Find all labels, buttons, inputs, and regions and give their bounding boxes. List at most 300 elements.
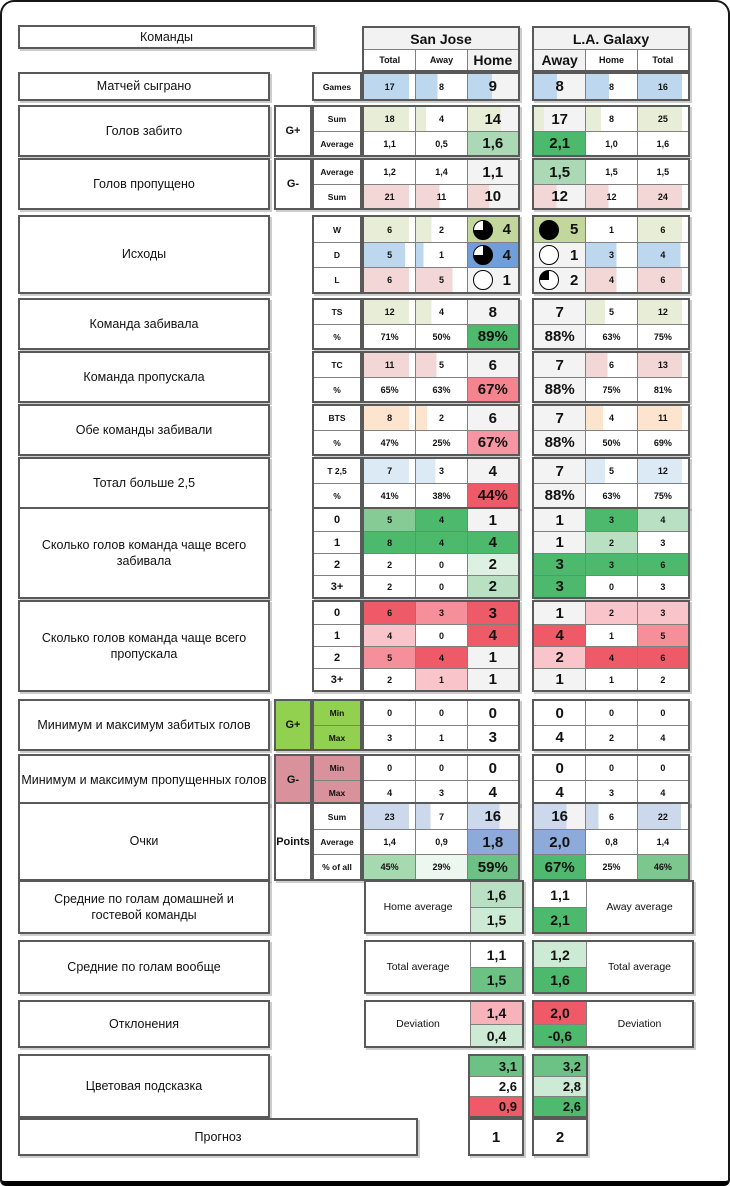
stat-cell[interactable]: 22 — [637, 804, 688, 829]
forecast-value-sj[interactable]: 1 — [468, 1118, 524, 1156]
stat-cell[interactable]: 63% — [585, 324, 636, 348]
stat-cell[interactable]: 16 — [467, 804, 518, 829]
stat-cell[interactable]: 8 — [585, 107, 636, 131]
stat-cell[interactable]: 81% — [637, 377, 688, 401]
stat-cell[interactable]: 45% — [364, 854, 415, 879]
pie-icon-75-percent — [473, 245, 493, 265]
team-table-sj-scored-count — [362, 507, 520, 599]
stat-cell[interactable]: 2 — [467, 575, 518, 597]
stat-cell[interactable]: 44% — [467, 483, 518, 507]
stat-cell[interactable]: 14 — [467, 107, 518, 131]
stat-cell[interactable]: 71% — [364, 324, 415, 348]
stat-cell[interactable]: 6 — [467, 353, 518, 377]
forecast-label: Прогноз — [18, 1118, 418, 1156]
row-key-% of all: % of all — [314, 854, 360, 879]
stat-cell[interactable]: 0,9 — [470, 1096, 522, 1116]
stat-cell[interactable]: 2 — [585, 725, 636, 749]
stat-cell[interactable]: -0,6 — [534, 1024, 586, 1046]
section-label-minmax-against: Минимум и максимум пропущенных голов — [18, 754, 270, 806]
stat-cell[interactable]: 0 — [415, 756, 466, 780]
stat-cell[interactable]: 1,1 — [364, 131, 415, 155]
stat-cell[interactable]: 0 — [415, 553, 466, 575]
stat-cell[interactable]: 88% — [534, 483, 585, 507]
stat-cell[interactable] — [534, 267, 585, 292]
stat-cell[interactable]: 3 — [467, 602, 518, 624]
stat-cell[interactable]: 88% — [534, 324, 585, 348]
stat-cell[interactable]: 25% — [415, 430, 466, 454]
stat-cell[interactable]: 1,6 — [534, 967, 586, 992]
stat-cell[interactable]: 4 — [637, 509, 688, 531]
summary-box-sj-total-avg — [364, 940, 524, 994]
stat-cell[interactable] — [467, 242, 518, 267]
summary-box-sj-home-away-avg — [364, 880, 524, 934]
stat-cell[interactable]: 1 — [415, 668, 466, 690]
stat-cell[interactable]: 1,5 — [534, 160, 585, 184]
stat-cell[interactable]: 59% — [467, 854, 518, 879]
stat-cell[interactable]: 11 — [364, 353, 415, 377]
team-table-la-conceded-count — [532, 600, 690, 692]
stat-value: 1 — [569, 246, 579, 264]
row-keys-conceded-count — [312, 600, 362, 692]
team-table-la-scored-count — [532, 507, 690, 599]
row-keys-scored-count — [312, 507, 362, 599]
stat-cell[interactable]: 4 — [585, 406, 636, 430]
group-key-goals-against: G- — [274, 158, 312, 210]
stat-cell[interactable]: 5 — [585, 459, 636, 483]
stat-cell[interactable]: 6 — [467, 406, 518, 430]
stat-cell[interactable]: 1 — [534, 668, 585, 690]
stat-cell[interactable]: 12 — [364, 300, 415, 324]
team-table-la-both-scored — [532, 404, 690, 456]
stat-cell[interactable]: 0 — [534, 701, 585, 725]
group-key-goals-for: G+ — [274, 105, 312, 157]
section-label-goals-for: Голов забито — [18, 105, 270, 157]
stat-cell[interactable]: 6 — [637, 267, 688, 292]
stat-cell[interactable]: 88% — [534, 430, 585, 454]
team-header-san-jose — [362, 26, 520, 72]
stat-cell[interactable]: 25 — [637, 107, 688, 131]
stat-cell[interactable]: 3 — [467, 725, 518, 749]
stat-cell[interactable]: 16 — [637, 74, 688, 99]
stat-cell[interactable]: 2,0 — [534, 1002, 586, 1024]
stat-cell[interactable]: 0 — [364, 756, 415, 780]
stat-cell[interactable]: 4 — [585, 267, 636, 292]
stat-cell[interactable]: 38% — [415, 483, 466, 507]
team-table-sj-conceded-count — [362, 600, 520, 692]
stat-cell[interactable]: 3 — [637, 602, 688, 624]
stat-cell[interactable]: 1 — [534, 602, 585, 624]
stat-cell[interactable]: 1,6 — [471, 882, 522, 907]
stat-cell[interactable]: 12 — [637, 459, 688, 483]
stat-cell[interactable]: 4 — [637, 725, 688, 749]
stat-cell[interactable]: 21 — [364, 184, 415, 208]
stat-cell[interactable]: 4 — [415, 509, 466, 531]
stat-cell[interactable]: 6 — [637, 646, 688, 668]
row-keys-over25 — [312, 457, 362, 509]
section-label-conceded-count: Сколько голов команда чаще всего пропускала — [18, 600, 270, 692]
stat-value: 4 — [502, 221, 511, 238]
stat-cell[interactable]: 4 — [467, 624, 518, 646]
team-table-la-over25 — [532, 457, 690, 509]
section-label-team-scored: Команда забивала — [18, 298, 270, 350]
summary-box-la-total-avg — [532, 940, 694, 994]
stat-cell[interactable]: 13 — [637, 353, 688, 377]
stat-cell[interactable]: 0 — [585, 701, 636, 725]
stat-cell[interactable]: 2,0 — [534, 829, 585, 854]
section-label-color-hint: Цветовая подсказка — [18, 1054, 270, 1118]
stat-cell[interactable]: 0 — [637, 756, 688, 780]
stat-cell[interactable]: 3 — [585, 780, 636, 804]
stat-value: 4 — [502, 246, 511, 264]
stat-cell[interactable]: 75% — [637, 483, 688, 507]
stat-cell[interactable]: 6 — [364, 602, 415, 624]
stat-cell[interactable]: 0 — [364, 701, 415, 725]
row-key-T 2,5: T 2,5 — [327, 466, 347, 476]
stat-cell[interactable]: 1 — [415, 242, 466, 267]
stat-cell[interactable]: 5 — [637, 624, 688, 646]
col-label-away: Away — [534, 50, 585, 70]
section-label-goals-against: Голов пропущено — [18, 158, 270, 210]
stat-cell[interactable]: 7 — [364, 459, 415, 483]
stat-cell[interactable]: 4 — [415, 646, 466, 668]
row-key-Max: Max — [314, 780, 360, 804]
row-key-Average: Average — [320, 167, 354, 177]
section-label-minmax-for: Минимум и максимум забитых голов — [18, 699, 270, 751]
row-key-Average: Average — [314, 829, 360, 854]
stat-cell[interactable]: 75% — [637, 324, 688, 348]
stat-value: 2 — [569, 271, 579, 289]
stat-cell[interactable]: 1,1 — [486, 946, 507, 963]
stat-cell[interactable]: 4 — [415, 531, 466, 553]
stat-cell[interactable]: 0,5 — [415, 131, 466, 155]
stat-cell[interactable]: 8 — [467, 300, 518, 324]
stat-cell[interactable]: 3 — [585, 509, 636, 531]
stat-cell[interactable]: 6 — [637, 553, 688, 575]
stat-cell[interactable]: 3 — [415, 602, 466, 624]
stat-cell[interactable]: 0 — [467, 701, 518, 725]
stat-cell[interactable]: 6 — [364, 267, 415, 292]
stat-cell[interactable]: 0,8 — [585, 829, 636, 854]
stat-cell[interactable]: 1,4 — [637, 829, 688, 854]
row-keys-both-scored — [312, 404, 362, 456]
team-table-la-minmax-for — [532, 699, 690, 751]
stat-cell[interactable]: 2 — [585, 602, 636, 624]
team-table-sj-games — [362, 72, 520, 101]
stat-cell[interactable]: 8 — [364, 406, 415, 430]
stat-cell[interactable]: 5 — [364, 646, 415, 668]
stat-cell[interactable]: 50% — [585, 430, 636, 454]
row-key-Sum: Sum — [314, 184, 360, 208]
row-keys-goals-against — [312, 158, 362, 210]
stat-cell[interactable]: 4 — [415, 300, 466, 324]
stat-cell[interactable]: 1,2 — [534, 942, 586, 967]
stat-cell[interactable]: 0 — [585, 575, 636, 597]
stat-cell[interactable]: 2,6 — [470, 1076, 522, 1096]
stat-cell[interactable]: 3 — [585, 553, 636, 575]
stat-cell[interactable]: 4 — [364, 624, 415, 646]
stat-cell[interactable]: 2 — [415, 406, 466, 430]
stat-cell[interactable]: 29% — [415, 854, 466, 879]
row-key-0: 0 — [333, 607, 341, 619]
section-label-home-away-avg: Средние по голам домашней и гостевой команды — [18, 880, 270, 934]
stat-cell[interactable]: 1,1 — [467, 160, 518, 184]
stat-value: 1 — [502, 271, 511, 289]
stat-cell[interactable]: 1,8 — [467, 829, 518, 854]
stat-cell[interactable]: 1 — [467, 668, 518, 690]
stat-cell[interactable]: 63% — [585, 483, 636, 507]
stat-cell[interactable]: 24 — [637, 184, 688, 208]
stat-cell[interactable]: 25% — [585, 854, 636, 879]
stat-cell[interactable]: 3 — [534, 575, 585, 597]
group-key-minmax-against: G- — [274, 754, 312, 806]
row-key-Average: Average — [314, 131, 360, 155]
stat-cell[interactable]: 1,5 — [471, 967, 522, 992]
stat-cell[interactable]: 4 — [467, 531, 518, 553]
stat-cell[interactable]: 46% — [637, 854, 688, 879]
stat-cell[interactable]: 1,6 — [467, 131, 518, 155]
stat-cell[interactable]: 4 — [364, 780, 415, 804]
row-key-L: L — [314, 267, 360, 292]
stat-cell[interactable]: 1,5 — [585, 160, 636, 184]
team-header-la-galaxy — [532, 26, 690, 72]
stat-cell[interactable]: 1 — [534, 509, 585, 531]
stat-cell[interactable]: 3 — [637, 531, 688, 553]
stat-cell[interactable]: 4 — [637, 242, 688, 267]
row-key-2: 2 — [314, 553, 360, 575]
summary-box-sj-deviation — [364, 1000, 524, 1048]
stat-cell[interactable]: 3,2 — [534, 1056, 586, 1076]
stat-cell[interactable]: 3 — [637, 575, 688, 597]
stat-cell[interactable]: 67% — [467, 377, 518, 401]
stat-cell[interactable]: 1,0 — [585, 131, 636, 155]
forecast-value-la[interactable]: 2 — [532, 1118, 588, 1156]
row-key-W: W — [332, 224, 342, 235]
venue-columns-la-galaxy — [534, 50, 688, 70]
summary-box-la-home-away-avg — [532, 880, 694, 934]
stat-cell[interactable]: 16 — [534, 804, 585, 829]
stat-cell[interactable]: 3 — [364, 725, 415, 749]
stat-cell[interactable]: 17 — [364, 74, 415, 99]
stat-cell[interactable]: 4 — [467, 459, 518, 483]
stat-cell[interactable] — [467, 217, 518, 242]
summary-label-right: Deviation — [586, 1002, 692, 1046]
stat-cell[interactable]: 1,4 — [364, 829, 415, 854]
stat-cell[interactable]: 0 — [415, 701, 466, 725]
stat-cell[interactable]: 2 — [415, 217, 466, 242]
stat-cell[interactable]: 3,1 — [470, 1056, 522, 1076]
stat-cell[interactable]: 0 — [415, 575, 466, 597]
stat-cell[interactable]: 8 — [585, 74, 636, 99]
stat-cell[interactable]: 5 — [585, 300, 636, 324]
stat-cell[interactable]: 1,5 — [637, 160, 688, 184]
stat-cell[interactable]: 10 — [467, 184, 518, 208]
stat-cell[interactable]: 67% — [534, 854, 585, 879]
stat-cell[interactable]: 1 — [585, 217, 636, 242]
stat-cell[interactable]: 2,8 — [534, 1076, 586, 1096]
stat-cell[interactable]: 4 — [534, 624, 585, 646]
stat-cell[interactable]: 0,9 — [415, 829, 466, 854]
stat-cell[interactable]: 41% — [364, 483, 415, 507]
team-table-sj-goals-against — [362, 158, 520, 210]
stat-cell[interactable]: 1 — [415, 725, 466, 749]
team-name-la-galaxy: L.A. Galaxy — [534, 28, 688, 50]
stat-cell[interactable]: 11 — [637, 406, 688, 430]
stat-cell[interactable]: 4 — [467, 780, 518, 804]
stat-cell[interactable] — [534, 242, 585, 267]
stat-cell[interactable]: 8 — [534, 74, 585, 99]
row-key-D: D — [314, 242, 360, 267]
col-label-total: Total — [364, 50, 415, 70]
team-table-sj-goals-for — [362, 105, 520, 157]
pie-icon-25-percent — [539, 270, 559, 290]
row-key-%: % — [314, 430, 360, 454]
section-label-points: Очки — [18, 802, 270, 881]
stat-cell[interactable]: 1,5 — [471, 907, 522, 932]
summary-values-sj — [470, 1002, 522, 1046]
stat-cell[interactable]: 0 — [637, 701, 688, 725]
stat-cell[interactable]: 9 — [467, 74, 518, 99]
stat-cell[interactable]: 18 — [364, 107, 415, 131]
stat-cell[interactable]: 65% — [364, 377, 415, 401]
stat-cell[interactable]: 0 — [415, 624, 466, 646]
stat-cell[interactable]: 2 — [467, 553, 518, 575]
row-key-TS: TS — [331, 307, 343, 317]
summary-label-right: Away average — [586, 882, 692, 932]
stat-cell[interactable]: 7 — [534, 300, 585, 324]
stat-cell[interactable]: 3 — [415, 459, 466, 483]
stat-cell[interactable]: 1 — [585, 668, 636, 690]
row-key-3+: 3+ — [314, 575, 360, 597]
stat-value: 5 — [569, 221, 579, 238]
stat-cell[interactable]: 4 — [415, 107, 466, 131]
section-label-games: Матчей сыграно — [18, 72, 270, 101]
stat-cell[interactable] — [534, 217, 585, 242]
stat-cell[interactable]: 1,4 — [415, 160, 466, 184]
stat-cell[interactable]: 23 — [364, 804, 415, 829]
stat-cell[interactable]: 2 — [364, 553, 415, 575]
stat-cell[interactable]: 0 — [585, 756, 636, 780]
stat-cell[interactable]: 6 — [637, 217, 688, 242]
team-table-la-minmax-against — [532, 754, 690, 806]
stat-cell[interactable] — [467, 267, 518, 292]
stat-cell[interactable]: 89% — [467, 324, 518, 348]
summary-label-right: Total average — [586, 942, 692, 992]
stat-cell[interactable]: 0,4 — [471, 1024, 522, 1046]
stat-cell[interactable]: 47% — [364, 430, 415, 454]
row-key-2: 2 — [314, 646, 360, 668]
stat-cell[interactable]: 50% — [415, 324, 466, 348]
section-label-both-scored: Обе команды забивали — [18, 404, 270, 456]
stat-cell[interactable]: 2,1 — [534, 131, 585, 155]
stat-cell[interactable]: 5 — [415, 267, 466, 292]
row-keys-minmax-for — [312, 699, 362, 751]
stat-cell[interactable]: 6 — [585, 353, 636, 377]
stat-cell[interactable]: 1,4 — [471, 1002, 522, 1024]
pie-icon-0-percent — [539, 245, 559, 265]
row-key-1: 1 — [314, 624, 360, 646]
stat-cell[interactable]: 1 — [534, 531, 585, 553]
stat-cell[interactable]: 2 — [364, 668, 415, 690]
row-keys-points — [312, 802, 362, 881]
stat-cell[interactable]: 7 — [534, 353, 585, 377]
summary-label-left: Total average — [386, 961, 450, 973]
stat-cell[interactable]: 7 — [534, 406, 585, 430]
stat-cell[interactable]: 4 — [534, 725, 585, 749]
row-keys-team-conceded — [312, 351, 362, 403]
row-key-Min: Min — [314, 756, 360, 780]
stat-cell[interactable]: 1,6 — [637, 131, 688, 155]
row-keys-outcomes — [312, 215, 362, 294]
stat-cell[interactable]: 0 — [534, 756, 585, 780]
summary-box-la-deviation — [532, 1000, 694, 1048]
stat-cell[interactable]: 8 — [364, 531, 415, 553]
team-table-la-goals-for — [532, 105, 690, 157]
section-label-scored-count: Сколько голов команда чаще всего забивала — [18, 507, 270, 599]
stat-cell[interactable]: 2,1 — [534, 907, 586, 932]
stat-cell[interactable]: 5 — [364, 242, 415, 267]
stat-cell[interactable]: 1 — [467, 646, 518, 668]
stat-cell[interactable]: 12 — [534, 184, 585, 208]
stat-cell[interactable]: 3 — [534, 553, 585, 575]
stat-cell[interactable]: 7 — [534, 459, 585, 483]
summary-values-sj — [470, 942, 522, 992]
row-key-Min: Min — [314, 701, 360, 725]
stat-cell[interactable]: 4 — [637, 780, 688, 804]
col-label-total: Total — [637, 50, 688, 70]
summary-values-la — [534, 1002, 586, 1046]
stat-cell[interactable]: 3 — [415, 780, 466, 804]
stat-cell[interactable]: 1,2 — [364, 160, 415, 184]
stat-cell[interactable]: 5 — [415, 353, 466, 377]
stat-cell[interactable]: 88% — [534, 377, 585, 401]
summary-label-left: Deviation — [396, 1018, 440, 1030]
stat-cell[interactable]: 2 — [585, 531, 636, 553]
stat-cell[interactable]: 63% — [415, 377, 466, 401]
stat-cell[interactable]: 1 — [585, 624, 636, 646]
stat-cell[interactable]: 11 — [415, 184, 466, 208]
stat-cell[interactable]: 69% — [637, 430, 688, 454]
stat-cell[interactable]: 3 — [585, 242, 636, 267]
stat-cell[interactable]: 2,6 — [534, 1096, 586, 1116]
row-key-%: % — [314, 483, 360, 507]
team-table-sj-both-scored — [362, 404, 520, 456]
stat-cell[interactable]: 0 — [467, 756, 518, 780]
stat-cell[interactable]: 2 — [364, 575, 415, 597]
stat-cell[interactable]: 12 — [637, 300, 688, 324]
stat-cell[interactable]: 1 — [467, 509, 518, 531]
stat-cell[interactable]: 17 — [534, 107, 585, 131]
row-key-Sum: Sum — [327, 811, 347, 822]
section-label-team-conceded: Команда пропускала — [18, 351, 270, 403]
stat-cell[interactable]: 4 — [534, 780, 585, 804]
stat-cell[interactable]: 6 — [585, 804, 636, 829]
stat-cell[interactable]: 67% — [467, 430, 518, 454]
summary-values-sj — [470, 882, 522, 932]
group-key-points: Points — [274, 802, 312, 881]
stat-cell[interactable]: 4 — [585, 646, 636, 668]
stat-cell[interactable]: 8 — [415, 74, 466, 99]
stat-cell[interactable]: 7 — [415, 804, 466, 829]
stat-cell[interactable]: 5 — [364, 509, 415, 531]
stat-cell[interactable]: 12 — [585, 184, 636, 208]
stat-cell[interactable]: 2 — [637, 668, 688, 690]
stat-cell[interactable]: 6 — [364, 217, 415, 242]
stat-cell[interactable]: 75% — [585, 377, 636, 401]
stat-cell[interactable]: 1,1 — [550, 886, 570, 903]
stat-cell[interactable]: 2 — [534, 646, 585, 668]
row-key-1: 1 — [314, 531, 360, 553]
hint-stack-sj — [468, 1054, 524, 1118]
